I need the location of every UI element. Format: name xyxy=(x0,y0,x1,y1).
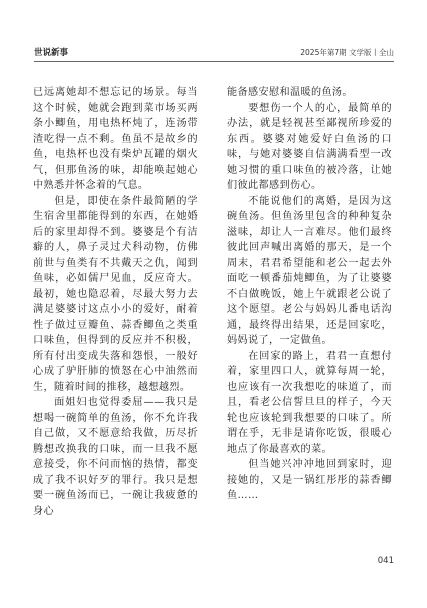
page-number: 041 xyxy=(377,556,394,566)
paragraph: 能备感安慰和温暖的鱼汤。 xyxy=(227,87,353,98)
paragraph: 已远离她却不想忘记的场景。每当这个时候，她就会跑到菜市场买两条小鲫鱼，用电热杯炖了，连汤带渣吃得一点不剩。鱼虽不是故乡的鱼，电热杯也没有柴炉瓦罐的烟火气，但那鱼汤的味，却能唤起她心中熟悉并怀念着的气息。 xyxy=(33,87,198,191)
right-column xyxy=(227,85,392,504)
left-column xyxy=(33,85,198,519)
paragraph: 要想伤一个人的心，最简单的办法，就是轻视甚至鄙视所珍爱的东西。婆婆对她爱好白鱼汤的口味，与她对婆婆自信满满看型一改她习惯的重口味鱼的被冷落，让她们彼此都感到伤心。 xyxy=(227,102,392,191)
magazine-name: 世说新事 xyxy=(34,48,69,58)
header-rule xyxy=(34,61,394,62)
paragraph: 在回家的路上，君君一直想付着，家里四口人，就算每周一轮，也应该有一次我想吃的味道了，而且，看老公信誓旦旦的样子，今天轮也应该轮到我想要的口味了。所谓在乎，无非是请你吃饭，很暖心地点了你最喜欢的菜。 xyxy=(227,350,392,455)
issue-info: 2025年第7期 文学版丨全山 xyxy=(300,48,394,57)
paragraph: 但当她兴冲冲地回到家时，迎接她的，又是一锅红彤彤的蒜香鲫鱼…… xyxy=(227,459,392,501)
running-header xyxy=(34,44,394,58)
paragraph: 但是，即使在条件最简陋的学生宿舍里都能得到的东西，在她婚后的家里却得不到。婆婆是个有洁癖的人，鼻子灵过犬科动物，仿佛前世与鱼类有不共戴天之仇，闻到鱼味，必如儒尸见血，反应奇大。最初，她也隐忍着，尽最大努力去满足婆婆讨这点小小的爱好，耐着性子做过豆瓣鱼、蒜香鲫鱼之类重口味鱼，但得到的反应并不积极，所有付出变成失落和怨恨，一般好心成了驴肝肺的愤怒在心中油然而生，随着时间的推移，越想越烈。 xyxy=(33,195,198,393)
paragraph: 面姐妇也觉得委屈——我只是想喝一碗简单的鱼汤，你不允许我自己做，又不愿意给我做，历尽折腾想改换我的口味，而一旦我不愿意接受，你不问而恼的热情，都变成了我不识好歹的罪行。我只是想要一碗鱼汤而已，一碗让我疲惫的身心 xyxy=(33,397,198,517)
paragraph: 不能说他们的离婚，是因为这碗鱼汤。但鱼汤里包含的种种复杂滋味，却让人一言难尽。他们最终彼此回声喊出离婚的那天，是一个周末，君君希望能和老公一起去外面吃一顿番茄炖鲫鱼，为了让婆婆不白做晚饭，她上午就跟老公说了这个愿望。老公与妈妈儿番电话沟通，最终得出结果，还是回家吃，妈妈说了，一定做鱼。 xyxy=(227,195,392,346)
